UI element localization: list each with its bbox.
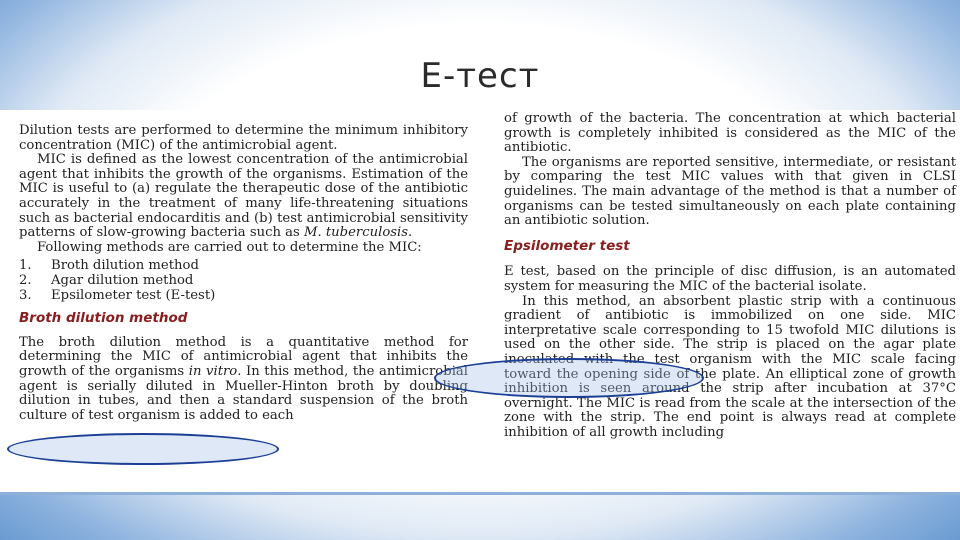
text-span: . xyxy=(408,225,413,241)
list-item xyxy=(19,274,468,289)
section-heading: Epsilometer test xyxy=(504,237,630,254)
list-text: Agar dilution method xyxy=(51,272,194,288)
highlight-ellipse xyxy=(434,358,704,398)
book-page-scan xyxy=(0,110,960,495)
italic-span: M. tuberculosis xyxy=(304,225,409,241)
list-number: 1. xyxy=(19,258,32,274)
list-number: 2. xyxy=(19,272,32,288)
section-heading: Broth dilution method xyxy=(19,310,188,327)
highlight-ellipse xyxy=(7,433,279,465)
slide-title: E-тест xyxy=(420,56,540,96)
method-list xyxy=(19,259,468,303)
paragraph: Following methods are carried out to determine the MIC: xyxy=(37,239,422,255)
text-span: MIC is defined as the lowest concentration of the antimicrobial agent that inhibits the growth of the organisms. Estimation of the MIC is useful to (a) regulate the therapeutic dose of the antibiotic accurately in the treatment of many life-threatening situations such as bacterial endocarditis and (b) test antimicrobial sensitivity patterns of slow-growing bacteria such as xyxy=(19,152,468,241)
paragraph: In this method, an absorbent plastic strip with a continuous gradient of antibiotic is immobilized on one side. MIC interpretative scale corresponding to 15 twofold MIC dilutions is used on the other side. The strip is placed on the agar plate inoculated with the test organism with the MIC scale facing toward the opening side of the plate. An elliptical zone of growth inhibition is seen around the strip after incubation at 37°C overnight. The MIC is read from the scale at the intersection of the zone with the strip. The end point is always read at complete inhibition of all growth including xyxy=(504,293,956,440)
text-span: . In this method, the antimicrobial agent is serially diluted in Mueller-Hinton broth by doubling dilution in tubes, and then a standard suspension of the broth culture of test organism is added to each xyxy=(19,363,468,423)
paragraph: of growth of the bacteria. The concentration at which bacterial growth is completely inhibited is considered as the MIC of the antibiotic. xyxy=(504,111,956,156)
left-text-column xyxy=(19,124,468,423)
paragraph xyxy=(19,336,468,424)
list-item xyxy=(19,259,468,274)
list-number: 3. xyxy=(19,287,32,303)
list-text: Broth dilution method xyxy=(51,258,199,274)
paragraph: The organisms are reported sensitive, intermediate, or resistant by comparing the test MIC values with that given in CLSI guidelines. The main advantage of the method is that a number of organisms can be tested simultaneously on each plate containing an antibiotic solution. xyxy=(504,154,956,229)
paragraph xyxy=(19,153,468,241)
list-text: Epsilometer test (E-test) xyxy=(51,287,216,303)
text-span: The broth dilution method is a quantitative method for determining the MIC of antimicrobial agent that inhibits the growth of the organisms xyxy=(19,334,468,379)
list-item xyxy=(19,289,468,304)
paragraph: Dilution tests are performed to determine the minimum inhibitory concentration (MIC) of the antimicrobial agent. xyxy=(19,123,468,153)
paragraph: E test, based on the principle of disc diffusion, is an automated system for measuring the MIC of the bacterial isolate. xyxy=(504,264,956,294)
italic-span: in vitro xyxy=(188,363,238,379)
